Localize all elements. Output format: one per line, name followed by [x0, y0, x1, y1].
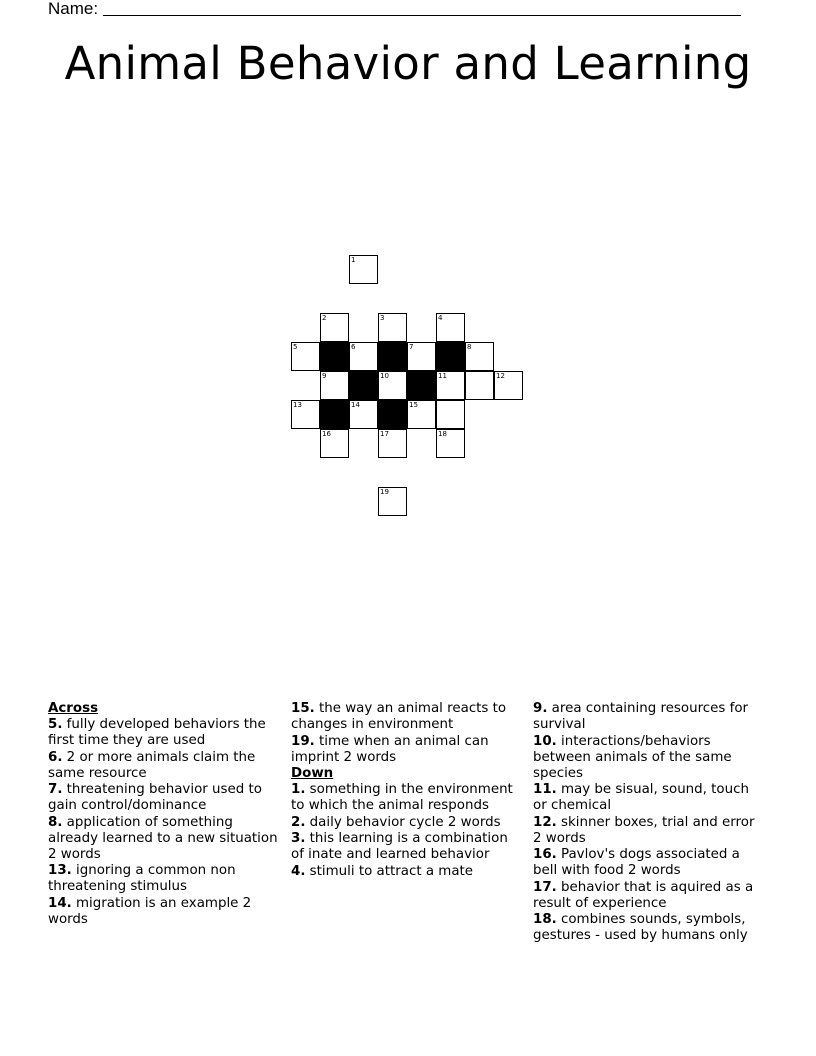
- grid-cell-8[interactable]: [465, 342, 494, 371]
- clue-across-15: [291, 701, 521, 733]
- grid-block-cell: [320, 342, 349, 371]
- cell-number: 11: [438, 372, 447, 380]
- grid-cell-14[interactable]: [349, 400, 378, 429]
- clues-column-3: [533, 701, 765, 945]
- clue-across-5: [48, 717, 278, 749]
- clue-down-2: [291, 815, 521, 831]
- cell-number: 6: [351, 343, 356, 351]
- clue-text: ignoring a common non threatening stimulus: [48, 863, 236, 894]
- clue-number: 3.: [291, 831, 306, 846]
- clue-text: skinner boxes, trial and error 2 words: [533, 814, 755, 846]
- grid-cell-16[interactable]: [320, 429, 349, 458]
- clue-number: 1.: [291, 782, 306, 797]
- across-heading: Across: [48, 701, 99, 716]
- clue-down-17: [533, 880, 765, 912]
- clue-text: behavior that is aquired as a result of experience: [533, 879, 754, 911]
- grid-cell-5[interactable]: [291, 342, 320, 371]
- clue-down-4: [291, 864, 521, 880]
- clue-text: time when an animal can imprint 2 words: [291, 733, 489, 765]
- clue-text: daily behavior cycle 2 words: [309, 814, 501, 830]
- clue-text: 2 or more animals claim the same resource: [48, 749, 256, 781]
- clue-number: 2.: [291, 814, 306, 830]
- cell-number: 15: [409, 401, 418, 409]
- cell-number: 7: [409, 343, 414, 351]
- clue-text: fully developed behaviors the first time they are used: [48, 717, 266, 748]
- clue-across-14: [48, 896, 278, 928]
- clue-across-19: [291, 734, 521, 766]
- clue-text: area containing resources for survival: [533, 701, 749, 732]
- grid-cell-6[interactable]: [349, 342, 378, 371]
- clue-number: 14.: [48, 895, 72, 911]
- clues-column-1: [48, 701, 278, 928]
- clue-text: interactions/behaviors between animals of the same species: [533, 733, 732, 781]
- down-heading: Down: [291, 766, 334, 781]
- clue-text: something in the environment to which the animal responds: [291, 782, 513, 813]
- clue-number: 6.: [48, 749, 63, 765]
- clue-down-11: [533, 782, 765, 814]
- clue-text: threatening behavior used to gain control/dominance: [48, 782, 262, 813]
- cell-number: 9: [322, 372, 327, 380]
- clue-number: 5.: [48, 717, 63, 732]
- grid-cell-1[interactable]: [349, 255, 378, 284]
- cell-number: 12: [496, 372, 505, 380]
- clue-across-7: [48, 782, 278, 814]
- grid-cell-17[interactable]: [378, 429, 407, 458]
- cell-number: 8: [467, 343, 472, 351]
- clues-column-2: [291, 701, 521, 880]
- grid-block-cell: [378, 400, 407, 429]
- clue-number: 4.: [291, 863, 306, 879]
- grid-block-cell: [320, 400, 349, 429]
- cell-number: 18: [438, 430, 447, 438]
- grid-cell-7[interactable]: [407, 342, 436, 371]
- grid-block-cell: [378, 342, 407, 371]
- cell-number: 19: [380, 488, 389, 496]
- grid-cell-19[interactable]: [378, 487, 407, 516]
- clue-down-12: [533, 815, 765, 847]
- page-title: Animal Behavior and Learning: [64, 37, 752, 90]
- cell-number: 17: [380, 430, 389, 438]
- clue-number: 8.: [48, 814, 63, 830]
- clue-text: combines sounds, symbols, gestures - used by humans only: [533, 912, 748, 943]
- grid-cell-13[interactable]: [291, 400, 320, 429]
- clue-across-13: [48, 863, 278, 895]
- clue-text: stimuli to attract a mate: [309, 863, 474, 879]
- cell-number: 16: [322, 430, 331, 438]
- clue-text: Pavlov's dogs associated a bell with food 2 words: [533, 847, 740, 878]
- cell-number: 2: [322, 314, 327, 322]
- clue-across-8: [48, 815, 278, 863]
- clue-number: 10.: [533, 733, 557, 749]
- cell-number: 3: [380, 314, 385, 322]
- grid-cell-12[interactable]: [494, 371, 523, 400]
- clue-text: the way an animal reacts to changes in environment: [291, 701, 507, 732]
- clue-number: 12.: [533, 814, 557, 830]
- grid-cell[interactable]: [436, 400, 465, 429]
- clue-text: application of something already learned to a new situation 2 words: [48, 814, 278, 862]
- grid-cell[interactable]: [465, 371, 494, 400]
- cell-number: 5: [293, 343, 298, 351]
- clue-down-16: [533, 847, 765, 879]
- grid-block-cell: [349, 371, 378, 400]
- grid-cell-9[interactable]: [320, 371, 349, 400]
- cell-number: 14: [351, 401, 360, 409]
- clue-number: 19.: [291, 733, 315, 749]
- clue-number: 13.: [48, 863, 72, 878]
- clue-number: 7.: [48, 782, 63, 797]
- name-label: Name:: [48, 0, 99, 18]
- clue-down-10: [533, 734, 765, 782]
- grid-cell-3[interactable]: [378, 313, 407, 342]
- clue-down-3: [291, 831, 521, 863]
- clue-number: 16.: [533, 847, 557, 862]
- clue-number: 11.: [533, 782, 557, 797]
- grid-block-cell: [407, 371, 436, 400]
- clue-text: migration is an example 2 words: [48, 895, 252, 927]
- clue-down-9: [533, 701, 765, 733]
- clue-number: 18.: [533, 912, 557, 927]
- clue-number: 9.: [533, 701, 548, 716]
- cell-number: 13: [293, 401, 302, 409]
- grid-cell-11[interactable]: [436, 371, 465, 400]
- grid-block-cell: [436, 342, 465, 371]
- grid-cell-2[interactable]: [320, 313, 349, 342]
- clue-number: 15.: [291, 701, 315, 716]
- grid-cell-4[interactable]: [436, 313, 465, 342]
- clue-text: may be sisual, sound, touch or chemical: [533, 782, 749, 813]
- cell-number: 10: [380, 372, 389, 380]
- cell-number: 4: [438, 314, 443, 322]
- clue-across-6: [48, 750, 278, 782]
- grid-cell-10[interactable]: [378, 371, 407, 400]
- clue-number: 17.: [533, 879, 557, 895]
- clue-down-18: [533, 912, 765, 944]
- cell-number: 1: [351, 256, 356, 264]
- grid-cell-15[interactable]: [407, 400, 436, 429]
- clue-text: this learning is a combination of inate and learned behavior: [291, 831, 508, 862]
- grid-cell-18[interactable]: [436, 429, 465, 458]
- clue-down-1: [291, 782, 521, 814]
